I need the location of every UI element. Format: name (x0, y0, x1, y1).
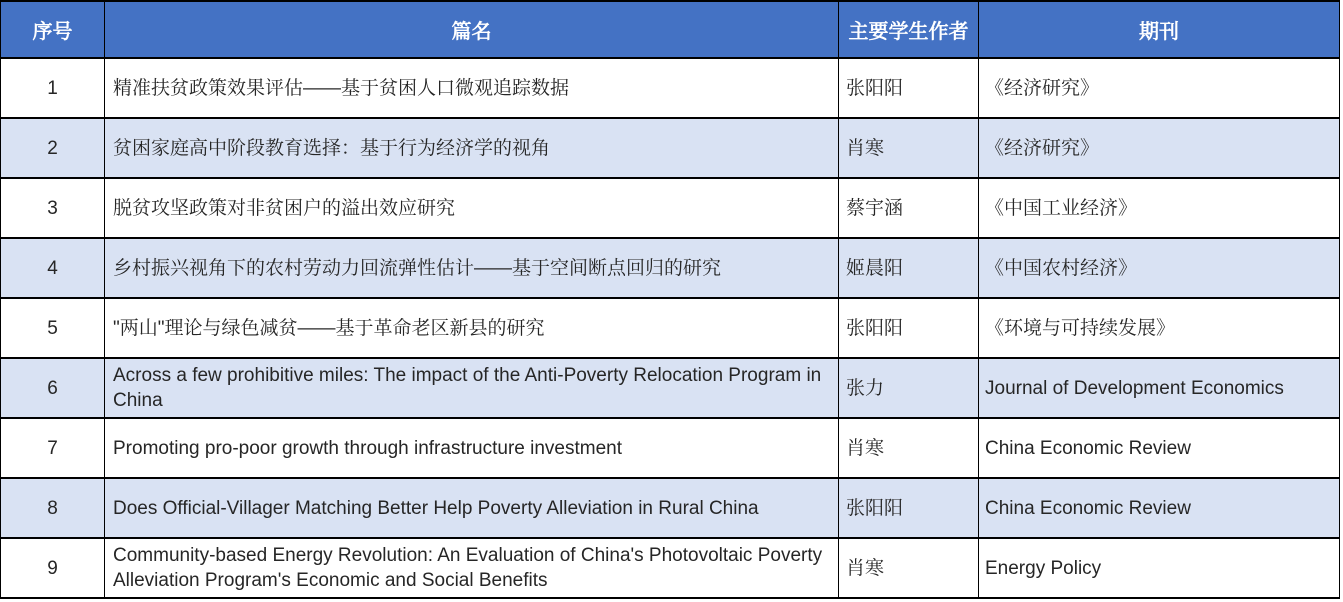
table-row (1, 358, 1340, 418)
cell-title: 精准扶贫政策效果评估——基于贫困人口微观追踪数据 (105, 58, 839, 118)
cell-author: 张阳阳 (839, 298, 979, 358)
cell-journal: China Economic Review (979, 418, 1340, 478)
cell-title: "两山"理论与绿色减贫——基于革命老区新县的研究 (105, 298, 839, 358)
cell-title: Across a few prohibitive miles: The impact of the Anti-Poverty Relocation Program in China (105, 358, 839, 418)
cell-journal: Energy Policy (979, 538, 1340, 598)
cell-index: 2 (1, 118, 105, 178)
cell-title: 贫困家庭高中阶段教育选择：基于行为经济学的视角 (105, 118, 839, 178)
table-header-row (1, 1, 1340, 58)
table-row (1, 238, 1340, 298)
column-header-index: 序号 (1, 1, 105, 58)
table-row (1, 298, 1340, 358)
cell-author: 张阳阳 (839, 58, 979, 118)
cell-journal: 《经济研究》 (979, 118, 1340, 178)
cell-journal: China Economic Review (979, 478, 1340, 538)
cell-journal: 《中国农村经济》 (979, 238, 1340, 298)
cell-journal: 《经济研究》 (979, 58, 1340, 118)
table-row (1, 538, 1340, 598)
table-row (1, 118, 1340, 178)
cell-journal: Journal of Development Economics (979, 358, 1340, 418)
cell-index: 4 (1, 238, 105, 298)
cell-title: Promoting pro-poor growth through infrastructure investment (105, 418, 839, 478)
cell-author: 肖寒 (839, 118, 979, 178)
column-header-title: 篇名 (105, 1, 839, 58)
cell-journal: 《中国工业经济》 (979, 178, 1340, 238)
cell-journal: 《环境与可持续发展》 (979, 298, 1340, 358)
table-row (1, 418, 1340, 478)
column-header-author: 主要学生作者 (839, 1, 979, 58)
cell-index: 7 (1, 418, 105, 478)
table-header (1, 1, 1340, 58)
cell-title: Community-based Energy Revolution: An Evaluation of China's Photovoltaic Poverty Alleviation Program's Economic and Social Benefits (105, 538, 839, 598)
cell-author: 肖寒 (839, 418, 979, 478)
table-row (1, 178, 1340, 238)
table-row (1, 478, 1340, 538)
cell-author: 姬晨阳 (839, 238, 979, 298)
cell-author: 张力 (839, 358, 979, 418)
table-row (1, 58, 1340, 118)
cell-title: 乡村振兴视角下的农村劳动力回流弹性估计——基于空间断点回归的研究 (105, 238, 839, 298)
cell-index: 3 (1, 178, 105, 238)
cell-author: 张阳阳 (839, 478, 979, 538)
cell-index: 8 (1, 478, 105, 538)
cell-author: 蔡宇涵 (839, 178, 979, 238)
table-body (1, 58, 1340, 598)
cell-title: 脱贫攻坚政策对非贫困户的溢出效应研究 (105, 178, 839, 238)
cell-index: 5 (1, 298, 105, 358)
column-header-journal: 期刊 (979, 1, 1340, 58)
cell-author: 肖寒 (839, 538, 979, 598)
cell-title: Does Official-Villager Matching Better Help Poverty Alleviation in Rural China (105, 478, 839, 538)
cell-index: 9 (1, 538, 105, 598)
cell-index: 6 (1, 358, 105, 418)
cell-index: 1 (1, 58, 105, 118)
